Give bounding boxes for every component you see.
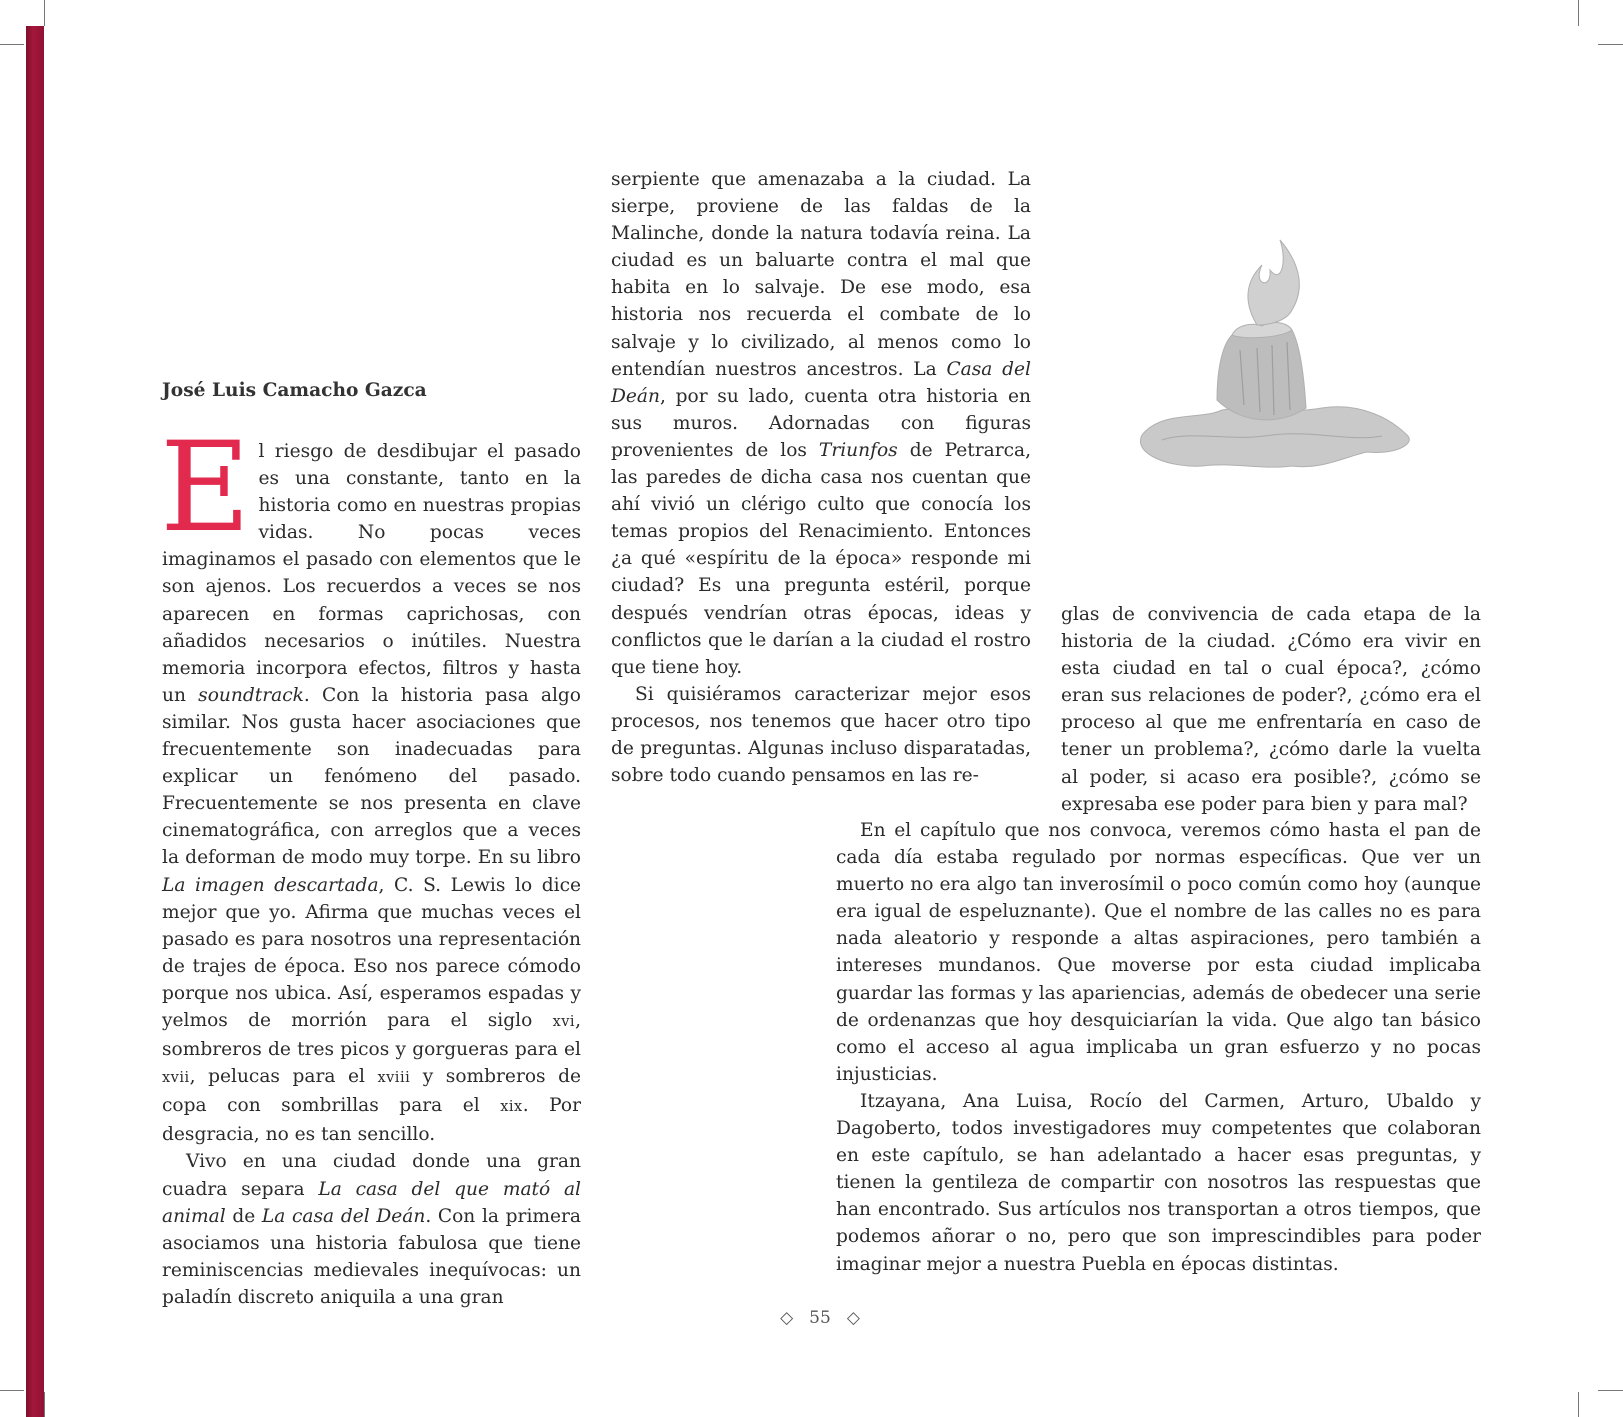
- crop-mark: [44, 0, 45, 26]
- melting-candle-icon: [1122, 230, 1422, 500]
- crop-mark: [0, 1390, 24, 1391]
- crop-mark: [1598, 1390, 1623, 1391]
- paragraph: serpiente que amenazaba a la ciudad. La sierpe, proviene de las faldas de la Malinche, donde la natura todavía reina. La ciudad es un baluarte contra el mal que habita en lo salvaje. De ese modo, esa historia nos recuerda el combate de lo salvaje y lo civilizado, al menos como lo entendían nuestros ancestros. La Casa del Deán, por su lado, cuenta otra historia en sus muros. Adornadas con figuras provenientes de los Triunfos de Petrarca, las paredes de dicha casa nos cuentan que ahí vivió un clérigo culto que conocía los temas propios del Renacimiento. Entonces ¿a qué «espíritu de la época» responde mi ciudad? Es una pregunta estéril, porque después vendrían otras épocas, ideas y conflictos que le darían a la ciudad el rostro que tiene hoy.: [611, 169, 1032, 678]
- paragraph: En el capítulo que nos convoca, veremos cómo hasta el pan de cada día estaba regulado por normas específicas. Que ver un muerto no era algo tan inverosímil o poco común como hoy (aunque era igual de espeluznante). Que el nombre de las calles no es para nada aleatorio y responde a altas aspiraciones, pero también a intereses mundanos. Que moverse por esta ciudad implicaba guardar las formas y las apariencias, además de obedecer una serie de ordenanzas que hoy desquiciarían la vida. Que algo tan básico como el acceso al agua implicaba un gran esfuerzo y no pocas injusticias.: [836, 820, 1481, 1085]
- paragraph: Vivo en una ciudad donde una gran cuadra separa La casa del que mató al animal de La casa del Deán. Con la primera asociamos una historia fabulosa que tiene reminiscencias medievales inequívocas: un paladín discreto aniquila a una gran: [162, 1151, 582, 1308]
- crop-mark: [1598, 44, 1623, 45]
- crop-mark: [0, 44, 24, 45]
- crop-mark: [1578, 0, 1579, 26]
- paragraph: Si quisiéramos caracterizar mejor esos procesos, nos tenemos que hacer otro tipo de preguntas. Algunas incluso disparatadas, sobre todo cuando pensamos en las re-: [611, 683, 1031, 787]
- folio: [0, 1308, 1623, 1328]
- text-column-2: [611, 166, 1031, 789]
- diamond-ornament-icon: ◇: [780, 1308, 794, 1328]
- paragraph: glas de convivencia de cada etapa de la historia de la ciudad. ¿Cómo era vivir en esta ciudad en tal o cual época?, ¿cómo eran sus relaciones de poder?, ¿cómo era el proceso al que me enfrentaría en caso de tener un problema?, ¿cómo darle la vuelta al poder, si acaso era posible?, ¿cómo se expresaba ese poder para bien y para mal?: [1061, 604, 1481, 815]
- paragraph: El riesgo de desdibujar el pasado es una constante, tanto en la historia como en nuestras propias vidas. No pocas veces imaginamos el pasado con elementos que le son ajenos. Los recuerdos a veces se nos aparecen en formas caprichosas, con añadidos necesarios o inútiles. Nuestra memoria incorpora efectos, filtros y hasta un soundtrack. Con la historia pasa algo similar. Nos gusta hacer asociaciones que frecuentemente son inadecuadas para explicar un fenómeno del pasado. Frecuentemente se nos presenta en clave cinematográfica, con arreglos que a veces la deforman de modo muy torpe. En su libro La imagen descartada, C. S. Lewis lo dice mejor que yo. Afirma que muchas veces el pasado es para nosotros una representación de trajes de época. Eso nos parece cómodo porque nos ubica. Así, esperamos espadas y yelmos de morrión para el siglo xvi, sombreros de tres picos y gorgueras para el xvii, pelucas para el xviii y sombreros de copa con sombrillas para el xix. Por desgracia, no es tan sencillo.: [160, 416, 581, 1146]
- crop-mark: [1578, 1392, 1579, 1417]
- diamond-ornament-icon: ◇: [846, 1308, 860, 1328]
- crimson-edge-band: [26, 26, 44, 1417]
- author-name: José Luis Camacho Gazca: [162, 380, 427, 401]
- page-number: 55: [809, 1308, 831, 1328]
- text-column-4: [836, 817, 1481, 1278]
- crop-mark: [44, 1392, 45, 1417]
- paragraph: Itzayana, Ana Luisa, Rocío del Carmen, Arturo, Ubaldo y Dagoberto, todos investigadores muy competentes que colaboran en este capítulo, se han adelantado a hacer esas preguntas, y tienen la gentileza de compartir con nosotros las respuestas que han encontrado. Sus artículos nos transportan a otros tiempos, que podemos añorar o no, pero que son imprescindibles para poder imaginar mejor a nuestra Puebla en épocas distintas.: [836, 1090, 1481, 1275]
- drop-cap: E: [160, 416, 251, 560]
- text-column-1: [160, 416, 582, 1311]
- text-column-3: [1061, 601, 1481, 818]
